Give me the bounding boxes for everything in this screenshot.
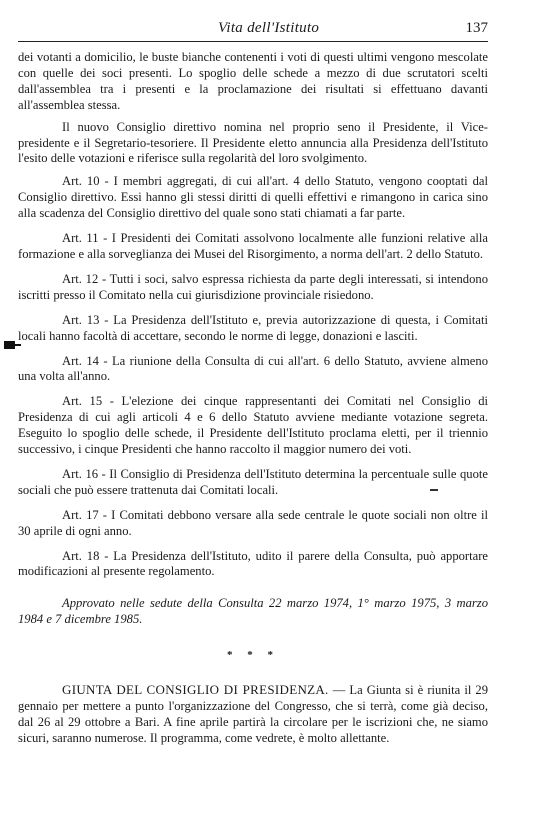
paragraph-continuation: dei votanti a domicilio, le buste bianche contenenti i voti di questi ultimi vengono mescolate con quelle dei soci presenti. Lo spoglio delle schede a mezzo di due scrutatori scelti dall'assemblea tra i presenti e la proclamazione dei risultati si effettuano davanti all'assemblea stessa. [18,50,488,112]
running-title: Vita dell'Istituto [218,20,320,36]
giunta-paragraph [18,682,488,747]
article-13: Art. 13 - La Presidenza dell'Istituto e, previa autorizzazione di questa, i Comitati locali hanno facoltà di accettare, secondo le norme di legge, donazioni e lasciti. [18,312,488,343]
article-10: Art. 10 - I membri aggregati, di cui all'art. 4 dello Statuto, vengono cooptati dal Consiglio direttivo. Essi hanno gli stessi diritti di quelli effettivi e rimangono in carica sino alla scadenza del Consiglio direttivo del quale sono stati chiamati a far parte. [18,174,488,221]
article-18: Art. 18 - La Presidenza dell'Istituto, udito il parere della Consulta, può apportare modificazioni al presente regolamento. [18,548,488,579]
article-15: Art. 15 - L'elezione dei cinque rappresentanti dei Comitati nel Consiglio di Presidenza di cui agli articoli 4 e 6 dello Statuto avviene mediante votazione segreta. Eseguito lo spoglio delle schede, il Presidente dell'Istituto proclama eletti, per il triennio successivo, i cinque Presidenti che hanno raccolto il maggior numero dei voti. [18,394,488,457]
margin-mark [4,341,15,349]
giunta-heading: GIUNTA DEL CONSIGLIO DI PRESIDENZA. [62,682,329,698]
page-number: 137 [465,20,488,36]
paragraph-consiglio: Il nuovo Consiglio direttivo nomina nel proprio seno il Presidente, il Vice-presidente e il Segretario-tesoriere. Il Presidente eletto annuncia alla Presidenza dell'Istituto l'esito delle votazioni e riferisce sulla regolarità del loro svolgimento. [18,119,488,166]
article-17: Art. 17 - I Comitati debbono versare alla sede centrale le quote sociali non oltre il 30 aprile di ogni anno. [18,507,488,538]
approval-note: Approvato nelle sedute della Consulta 22 marzo 1974, 1° marzo 1975, 3 marzo 1984 e 7 dicembre 1985. [18,596,488,627]
article-11: Art. 11 - I Presidenti dei Comitati assolvono localmente alle funzioni relative alla formazione e alla sorveglianza dei Musei del Risorgimento, a norma dell'art. 2 dello Statuto. [18,231,488,261]
article-16: Art. 16 - Il Consiglio di Presidenza dell'Istituto determina la percentuale sulle quote sociali che può essere trattenuta dai Comitati locali. [18,466,488,497]
section-separator: * * * [227,649,279,662]
article-12: Art. 12 - Tutti i soci, salvo espressa richiesta da parte degli interessati, si intendono iscritti presso il Comitato nella cui giurisdizione provinciale risiedono. [18,271,488,302]
article-14: Art. 14 - La riunione della Consulta di cui all'art. 6 dello Statuto, avviene almeno una volta all'anno. [18,353,488,384]
giunta-text: — La Giunta si è riunita il 29 gennaio per mettere a punto l'organizzazione del Congresso, che si terrà, come già deciso, dal 26 al 29 ottobre a Bari. A fine aprile partirà la circolare per le iscrizioni che, ne siamo sicuri, saranno numerose. Il programma, come vedrete, è molto allettante. [18,683,489,745]
header-rule [18,41,488,42]
page-body [18,50,488,754]
page-header [18,8,488,38]
